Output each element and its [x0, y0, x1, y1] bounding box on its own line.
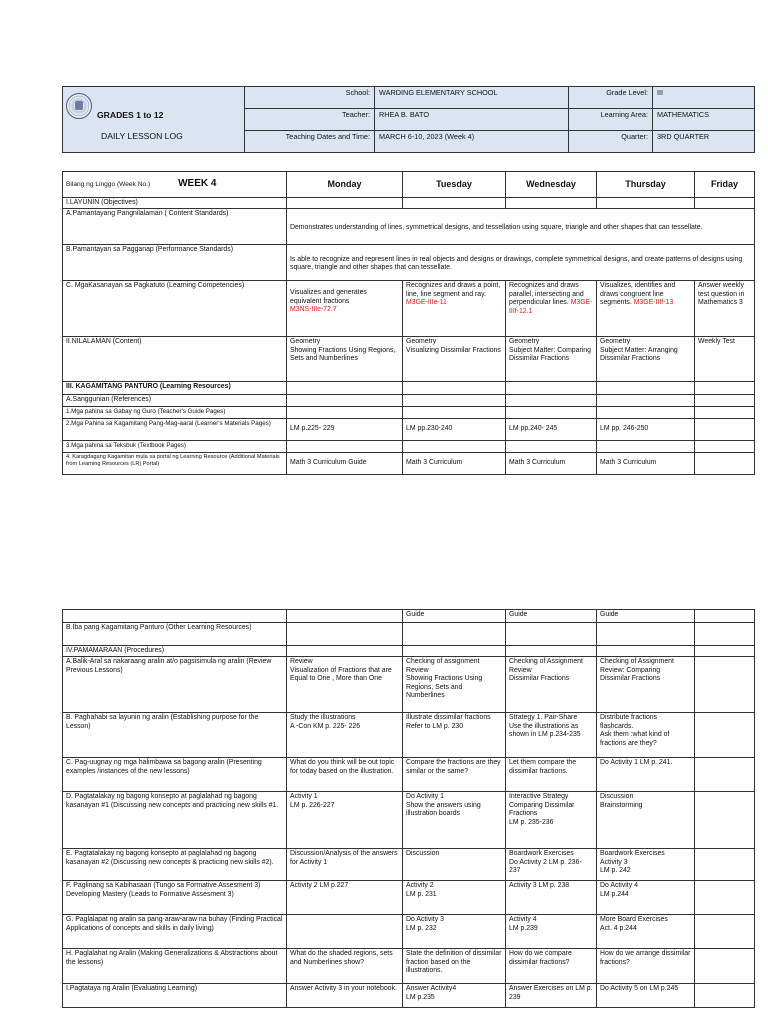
- header-logo-cell: [63, 87, 245, 153]
- lr-monday: Math 3 Curriculum Guide: [287, 452, 403, 474]
- guide-tuesday: Guide: [403, 610, 506, 623]
- dates-label: Teaching Dates and Time:: [245, 131, 375, 153]
- dates-value: MARCH 6-10, 2023 (Week 4): [375, 131, 569, 153]
- mastery-wednesday: Activity 3 LM p. 238: [506, 881, 597, 915]
- daily-lesson-log-title: DAILY LESSON LOG: [101, 131, 183, 141]
- content-standards-text: Demonstrates understanding of lines, symmetrical designs, and tessellation using square, triangle and other shapes that can tessellate.: [287, 209, 755, 245]
- purpose-monday: Study the illustrations A -Con KM p. 225- 226: [287, 713, 403, 758]
- competency-tuesday: Recognizes and draws a point, line, line segment and ray. M3GE-IIIe-11: [403, 281, 506, 337]
- generalization-monday: What do the shaded regions, sets and Numberlines show?: [287, 949, 403, 984]
- evaluation-thursday: Do Activity 5 on LM p.245: [597, 984, 695, 1008]
- discussion1-label: D. Pagtatalakay ng bagong konsepto at paglalahad ng bagong kasanayan #1 (Discussing new concepts and practicing new skills #1.: [63, 792, 287, 849]
- objectives-title: I.LAYUNIN (Objectives): [63, 198, 287, 209]
- content-tuesday: Geometry Visualizing Dissimilar Fractions: [403, 337, 506, 382]
- purpose-tuesday: Illustrate dissimilar fractions Refer to LM p. 230: [403, 713, 506, 758]
- learning-competencies-label: C. MgaKasanayan sa Pagkatuto (Learning Competencies): [63, 281, 287, 337]
- references-label: A.Sanggunian (References): [63, 395, 287, 406]
- lm-tuesday: LM pp.230-240: [403, 418, 506, 440]
- content-label: II.NILALAMAN (Content): [63, 337, 287, 382]
- examples-label: C. Pag-uugnay ng mga halimbawa sa bagong aralin (Presenting examples /instances of the new lessons): [63, 758, 287, 792]
- mastery-tuesday: Activity 2 LM p. 231: [403, 881, 506, 915]
- discussion2-monday: Discussion/Analysis of the answers for Activity 1: [287, 849, 403, 881]
- examples-thursday: Do Activity 1 LM p. 241.: [597, 758, 695, 792]
- grades-title: GRADES 1 to 12: [97, 110, 164, 120]
- purpose-label: B. Paghahabi sa layunin ng aralin (Establishing purpose for the Lesson): [63, 713, 287, 758]
- generalization-wednesday: How do we compare dissimilar fractions?: [506, 949, 597, 984]
- competency-code-wednesday: M3GE-IIIf-12.1: [509, 299, 593, 315]
- evaluation-tuesday: Answer Activity4 LM p.235: [403, 984, 506, 1008]
- examples-tuesday: Compare the fractions are they similar or the same?: [403, 758, 506, 792]
- week-cell: [63, 172, 287, 198]
- lr-wednesday: Math 3 Curriculum: [506, 452, 597, 474]
- application-thursday: More Board Exercises Act. 4 p.244: [597, 915, 695, 949]
- teacher-value: RHEA B. BATO: [375, 109, 569, 131]
- day-thursday: Thursday: [597, 172, 695, 198]
- day-monday: Monday: [287, 172, 403, 198]
- lesson-table-procedures: [62, 609, 755, 1008]
- day-friday: Friday: [695, 172, 755, 198]
- textbook-pages-label: 3.Mga pahina sa Teksbuk (Textbook Pages): [63, 440, 287, 452]
- other-resources-label: B.Iba pang Kagamitang Panturo (Other Learning Resources): [63, 623, 287, 646]
- evaluation-wednesday: Answer Exercises on LM p. 239: [506, 984, 597, 1008]
- week-label: Bilang ng Linggo (Week No.): [66, 181, 151, 189]
- lr-thursday: Math 3 Curriculum: [597, 452, 695, 474]
- resources-label: III. KAGAMITANG PANTURO (Learning Resources): [63, 382, 287, 395]
- mastery-monday: Activity 2 LM p.227: [287, 881, 403, 915]
- content-monday: Geometry Showing Fractions Using Regions, Sets and Numberlines: [287, 337, 403, 382]
- lm-monday: LM p.225- 229: [287, 418, 403, 440]
- lm-thursday: LM pp. 246-250: [597, 418, 695, 440]
- competency-code-monday: M3NS-IIIe-72.7: [290, 306, 337, 314]
- review-label: A.Balik-Aral sa nakaraang aralin at/o pagsisimula ng aralin (Review Previous Lessons): [63, 657, 287, 713]
- guide-wednesday: Guide: [506, 610, 597, 623]
- discussion1-thursday: Discussion Brainstorming: [597, 792, 695, 849]
- discussion1-monday: Activity 1 LM p. 226-227: [287, 792, 403, 849]
- application-wednesday: Activity 4 LM p.239: [506, 915, 597, 949]
- performance-standards-label: B.Pamantayan sa Pagganap (Performance Standards): [63, 245, 287, 281]
- school-label: School:: [245, 87, 375, 109]
- content-thursday: Geometry Subject Matter: Arranging Dissimilar Fractions: [597, 337, 695, 382]
- lm-wednesday: LM pp.240- 245: [506, 418, 597, 440]
- competency-wednesday: Recognizes and draws parallel, intersecting and perpendicular lines. M3GE-IIIf-12.1: [506, 281, 597, 337]
- application-tuesday: Do Activity 3 LM p. 232: [403, 915, 506, 949]
- procedures-label: IV.PAMAMARAAN (Procedures): [63, 646, 287, 657]
- lr-tuesday: Math 3 Curriculum: [403, 452, 506, 474]
- lesson-table-objectives: [62, 171, 755, 475]
- quarter-value: 3RD QUARTER: [653, 131, 755, 153]
- learners-materials-label: 2.Mga Pahina sa Kagamitang Pang-Mag-aaral (Learner's Materials Pages): [63, 418, 287, 440]
- discussion2-label: E. Pagtatalakay ng bagong konsepto at paglalahad ng bagong kasanayan #2 (Discussing new concepts & practicing new skills #2).: [63, 849, 287, 881]
- learning-area-value: MATHEMATICS: [653, 109, 755, 131]
- evaluation-monday: Answer Activity 3 in your notebook.: [287, 984, 403, 1008]
- review-wednesday: Checking of Assignment Review Dissimilar Fractions: [506, 657, 597, 713]
- examples-monday: What do you think will be out topic for today based on the illustration.: [287, 758, 403, 792]
- grade-level-value: III: [653, 87, 755, 109]
- discussion1-tuesday: Do Activity 1 Show the answers using illustration boards: [403, 792, 506, 849]
- mastery-thursday: Do Activity 4 LM p.244: [597, 881, 695, 915]
- generalization-label: H. Paglalahat ng Aralin (Making Generalizations & Abstractions about the lessons): [63, 949, 287, 984]
- review-tuesday: Checking of assignment Review Showing Fractions Using Regions, Sets and Numberlines: [403, 657, 506, 713]
- discussion2-wednesday: Boardwork Exercises Do Activity 2 LM p. 236- 237: [506, 849, 597, 881]
- review-thursday: Checking of Assignment Review: Comparing Dissimilar Fractions: [597, 657, 695, 713]
- content-wednesday: Geometry Subject Matter: Comparing Dissimilar Fractions: [506, 337, 597, 382]
- learning-area-label: Learning Area:: [569, 109, 653, 131]
- teacher-label: Teacher:: [245, 109, 375, 131]
- school-value: WARDING ELEMENTARY SCHOOL: [375, 87, 569, 109]
- competency-friday: Answer weekly test question in Mathematics 3: [695, 281, 755, 337]
- generalization-tuesday: State the definition of dissimilar fraction based on the illustrations.: [403, 949, 506, 984]
- evaluation-label: I.Pagtataya ng Aralin (Evaluating Learning): [63, 984, 287, 1008]
- content-standards-label: A.Pamantayang Pangnilalaman ( Content Standards): [63, 209, 287, 245]
- content-friday: Weekly Test: [695, 337, 755, 382]
- teachers-guide-label: 1.Mga pahina sa Gabay ng Guro (Teacher's Guide Pages): [63, 406, 287, 418]
- performance-standards-text: Is able to recognize and represent lines in real objects and designs or drawings, complete symmetrical designs, and create patterns of designs using square, triangle and other shapes that can tessellate.: [287, 245, 755, 281]
- discussion1-wednesday: Interactive Strategy Comparing Dissimilar Fractions LM p. 235-236: [506, 792, 597, 849]
- competency-code-tuesday: M3GE-IIIe-11: [406, 299, 447, 307]
- application-label: G. Paglalapat ng aralin sa pang-araw-araw na buhay (Finding Practical Applications of concepts and skills in daily living): [63, 915, 287, 949]
- purpose-wednesday: Strategy 1. Pair-Share Use the illustrations as shown in LM p.234-235: [506, 713, 597, 758]
- examples-wednesday: Let them compare the dissimilar fractions.: [506, 758, 597, 792]
- competency-thursday: Visualizes, identifies and draws congruent line segments. M3GE-IIIf-13: [597, 281, 695, 337]
- competency-monday: Visualizes and generates equivalent fractions M3NS-IIIe-72.7: [287, 281, 403, 337]
- guide-thursday: Guide: [597, 610, 695, 623]
- day-tuesday: Tuesday: [403, 172, 506, 198]
- deped-seal-icon: [66, 93, 92, 119]
- generalization-thursday: How do we arrange dissimilar fractions?: [597, 949, 695, 984]
- header-table: [62, 86, 755, 153]
- week-value: WEEK 4: [178, 178, 217, 190]
- discussion2-thursday: Boardwork Exercises Activity 3 LM p. 242: [597, 849, 695, 881]
- competency-code-thursday: M3GE-IIIf-13: [633, 299, 674, 307]
- grade-level-label: Grade Level:: [569, 87, 653, 109]
- lr-portal-label: 4. Karagdagang Kagamitan mula sa portal ng Learning Resource (Additional Materials from Learning Resources (LR) Portal): [63, 452, 287, 474]
- review-monday: Review Visualization of Fractions that are Equal to One , More than One: [287, 657, 403, 713]
- mastery-label: F. Paglinang sa Kabihasaan (Tungo sa Formative Assesment 3) Developing Mastery (Leads to Formative Assesment 3): [63, 881, 287, 915]
- day-wednesday: Wednesday: [506, 172, 597, 198]
- quarter-label: Quarter:: [569, 131, 653, 153]
- discussion2-tuesday: Discussion: [403, 849, 506, 881]
- purpose-thursday: Distribute fractions flashcards. Ask them :what kind of fractions are they?: [597, 713, 695, 758]
